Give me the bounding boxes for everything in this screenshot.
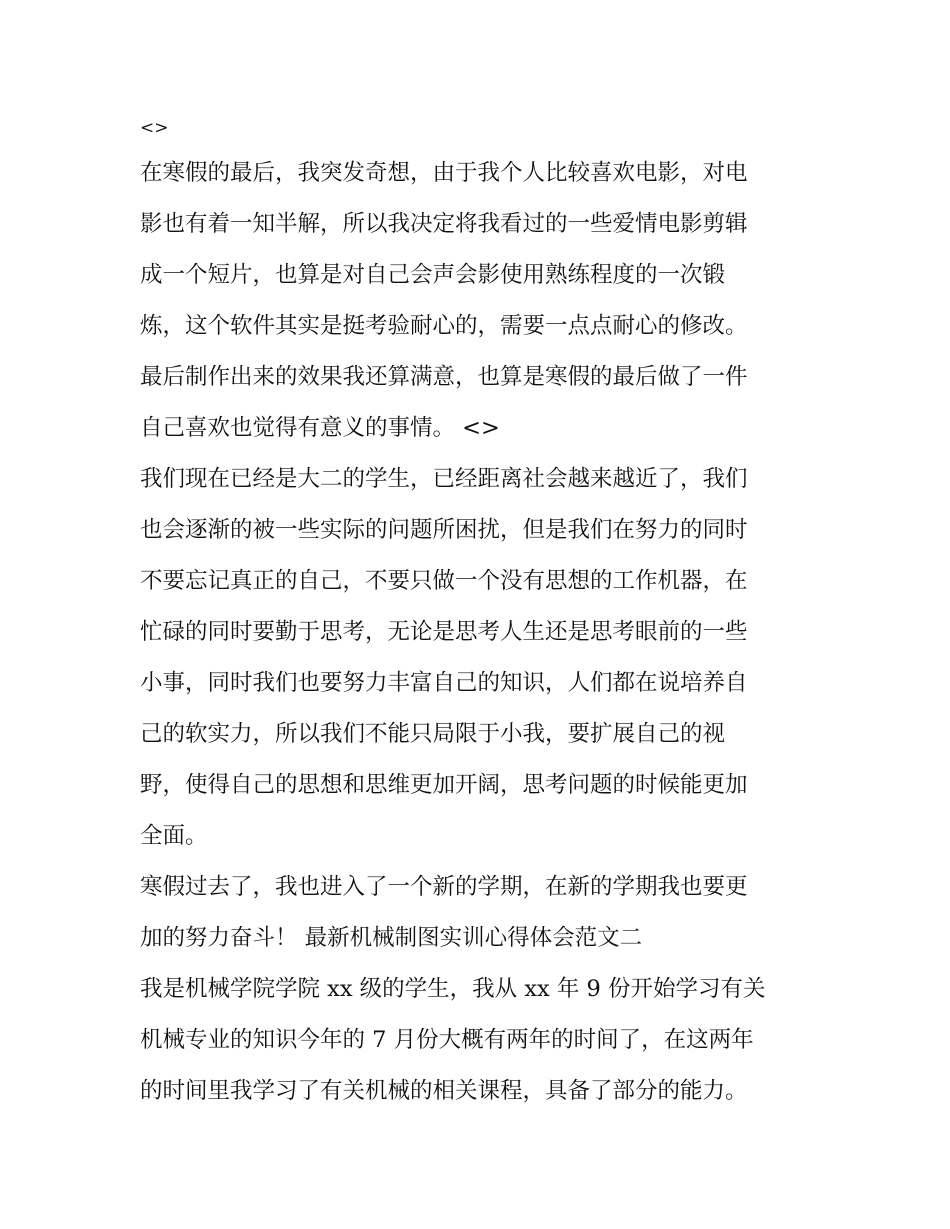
text-line: 我们现在已经是大二的学生，已经距离社会越来越近了，我们 [140, 466, 748, 492]
text-line: 机械专业的知识今年的 7 月份大概有两年的时间了，在这两年 [140, 1027, 754, 1053]
text-line: 影也有着一知半解，所以我决定将我看过的一些爱情电影剪辑 [140, 211, 748, 237]
text-line: 寒假过去了，我也进入了一个新的学期，在新的学期我也要更 [140, 874, 748, 900]
text-line: 的时间里我学习了有关机械的相关课程，具备了部分的能力。 [140, 1078, 748, 1104]
text-line: 在寒假的最后，我突发奇想，由于我个人比较喜欢电影，对电 [140, 160, 748, 186]
document-body [140, 108, 820, 1117]
text-line: 野，使得自己的思想和思维更加开阔，思考问题的时候能更加 [140, 772, 748, 798]
text-line: 炼，这个软件其实是挺考验耐心的，需要一点点耐心的修改。 [140, 313, 748, 339]
text-line: 加的努力奋斗！ 最新机械制图实训心得体会范文二 [140, 925, 643, 951]
text-line: 全面。 [140, 823, 208, 849]
text-line: 成一个短片，也算是对自己会声会影使用熟练程度的一次锻 [140, 262, 726, 288]
text-line-marker: <> [140, 118, 169, 138]
text-line: 也会逐渐的被一些实际的问题所困扰，但是我们在努力的同时 [140, 517, 748, 543]
text-line: 自己喜欢也觉得有意义的事情。 <> [140, 415, 500, 441]
text-line: 己的软实力，所以我们不能只局限于小我，要扩展自己的视 [140, 721, 726, 747]
text-line: 小事，同时我们也要努力丰富自己的知识，人们都在说培养自 [140, 670, 748, 696]
text-line: 忙碌的同时要勤于思考，无论是思考人生还是思考眼前的一些 [140, 619, 748, 645]
text-line: 不要忘记真正的自己，不要只做一个没有思想的工作机器，在 [140, 568, 748, 594]
text-line: 我是机械学院学院 xx 级的学生，我从 xx 年 9 份开始学习有关 [140, 976, 766, 1002]
text-line: 最后制作出来的效果我还算满意，也算是寒假的最后做了一件 [140, 364, 748, 390]
